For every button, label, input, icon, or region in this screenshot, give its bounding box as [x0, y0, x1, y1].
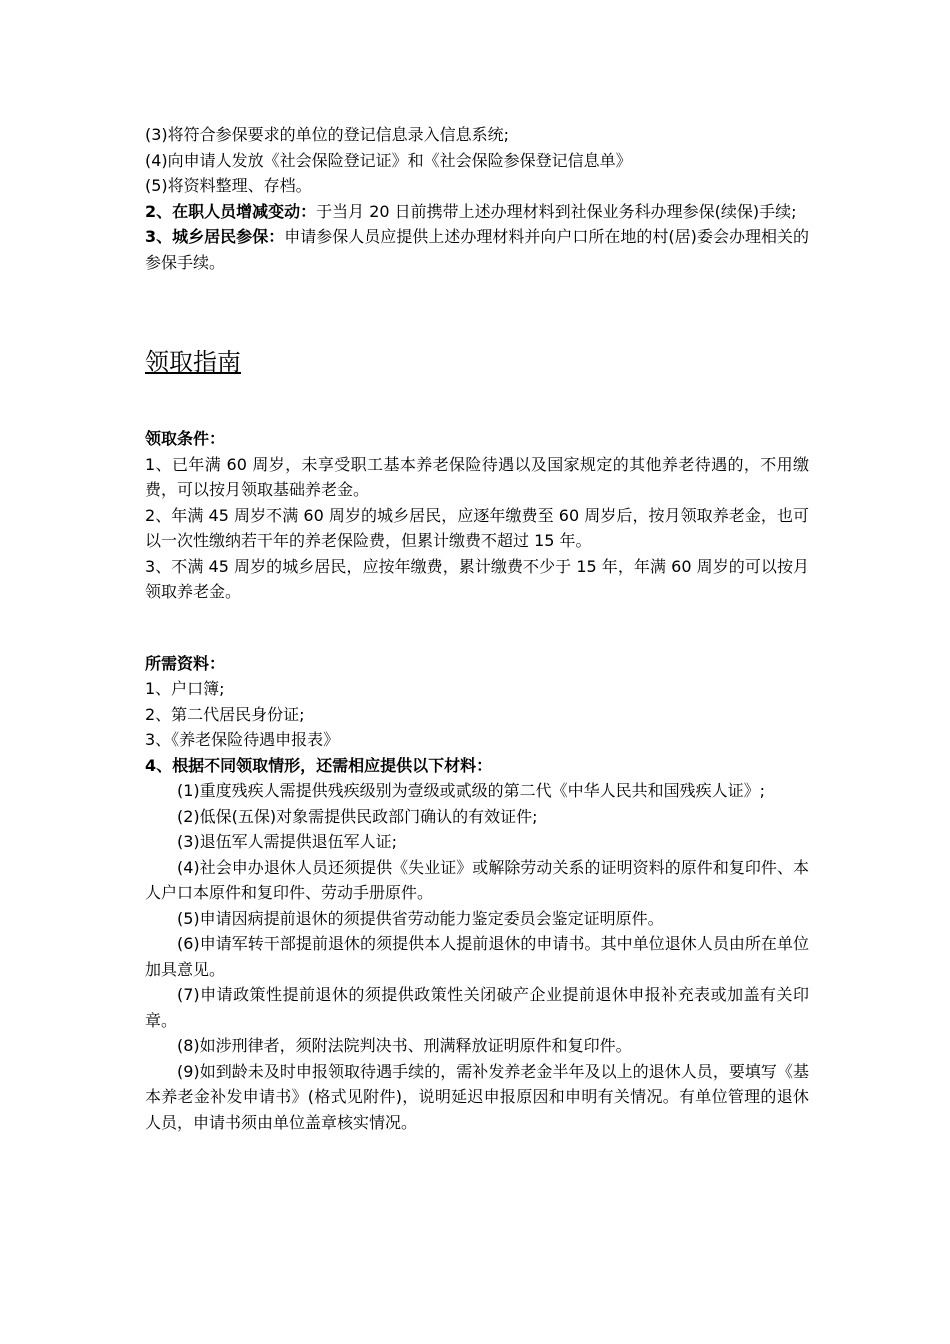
materials-heading: 所需资料： [145, 653, 226, 673]
resident-enroll-text: 申请参保人员应提供上述办理材料并向户口所在地的村(居)委会办理相关的参保手续。 [145, 227, 809, 272]
step-4-text: (4)向申请人发放《社会保险登记证》和《社会保险参保登记信息单》 [145, 150, 632, 170]
document-page [145, 122, 809, 1135]
guide-title: 领取指南 [145, 348, 241, 376]
step-3-text: (3)将符合参保要求的单位的登记信息录入信息系统; [145, 125, 510, 144]
sub-item: (1)重度残疾人需提供残疾级别为壹级或贰级的第二代《中华人民共和国残疾人证》; [177, 781, 766, 800]
sub-item: (6)申请军转干部提前退休的须提供本人提前退休的申请书。其中单位退休人员由所在单位加具意见。 [145, 934, 809, 979]
staff-change-text: 于当月 20 日前携带上述办理材料到社保业务科办理参保(续保)手续; [316, 201, 797, 221]
resident-enroll-paragraph [145, 224, 809, 275]
sub-item: (9)如到龄未及时申报领取待遇手续的，需补发养老金半年及以上的退休人员，要填写《基本养老金补发申请书》(格式见附件)，说明延迟申报原因和申明有关情况。有单位管理的退休人员，申请书须由单位盖章核实情况。 [145, 1061, 809, 1132]
sub-item: (2)低保(五保)对象需提供民政部门确认的有效证件; [177, 806, 538, 826]
sub-item: (8)如涉刑律者，须附法院判决书、刑满释放证明原件和复印件。 [177, 1036, 632, 1055]
sub-item: (5)申请因病提前退休的须提供省劳动能力鉴定委员会鉴定证明原件。 [177, 908, 664, 928]
material-item: 1、户口簿; [145, 679, 225, 698]
conditions-heading: 领取条件： [145, 429, 226, 448]
condition-item: 3、不满 45 周岁的城乡居民，应按年缴费，累计缴费不少于 15 年，年满 60 周岁的可以按月领取养老金。 [145, 556, 809, 601]
staff-change-label: 2、在职人员增减变动： [145, 201, 317, 221]
material-item: 3、《养老保险待遇申报表》 [145, 730, 340, 749]
sub-item: (4)社会申办退休人员还须提供《失业证》或解除劳动关系的证明资料的原件和复印件、本人户口本原件和复印件、劳动手册原件。 [145, 857, 809, 902]
section-spacer [145, 605, 809, 651]
sub-item: (3)退伍军人需提供退伍军人证; [177, 832, 398, 851]
material-item-4: 4、根据不同领取情形，还需相应提供以下材料： [145, 755, 493, 775]
condition-item: 2、年满 45 周岁不满 60 周岁的城乡居民，应逐年缴费至 60 周岁后，按月领取养老金，也可以一次性缴纳若干年的养老保险费，但累计缴费不超过 15 年。 [145, 505, 809, 550]
sub-item: (7)申请政策性提前退休的须提供政策性关闭破产企业提前退休申报补充表或加盖有关印章。 [145, 985, 809, 1030]
step-5-text: (5)将资料整理、存档。 [145, 176, 312, 195]
condition-item: 1、已年满 60 周岁，未享受职工基本养老保险待遇以及国家规定的其他养老待遇的，不用缴费，可以按月领取基础养老金。 [145, 454, 809, 499]
material-item: 2、第二代居民身份证; [145, 704, 305, 724]
staff-change-paragraph [145, 199, 809, 225]
resident-enroll-label: 3、城乡居民参保： [145, 227, 285, 246]
